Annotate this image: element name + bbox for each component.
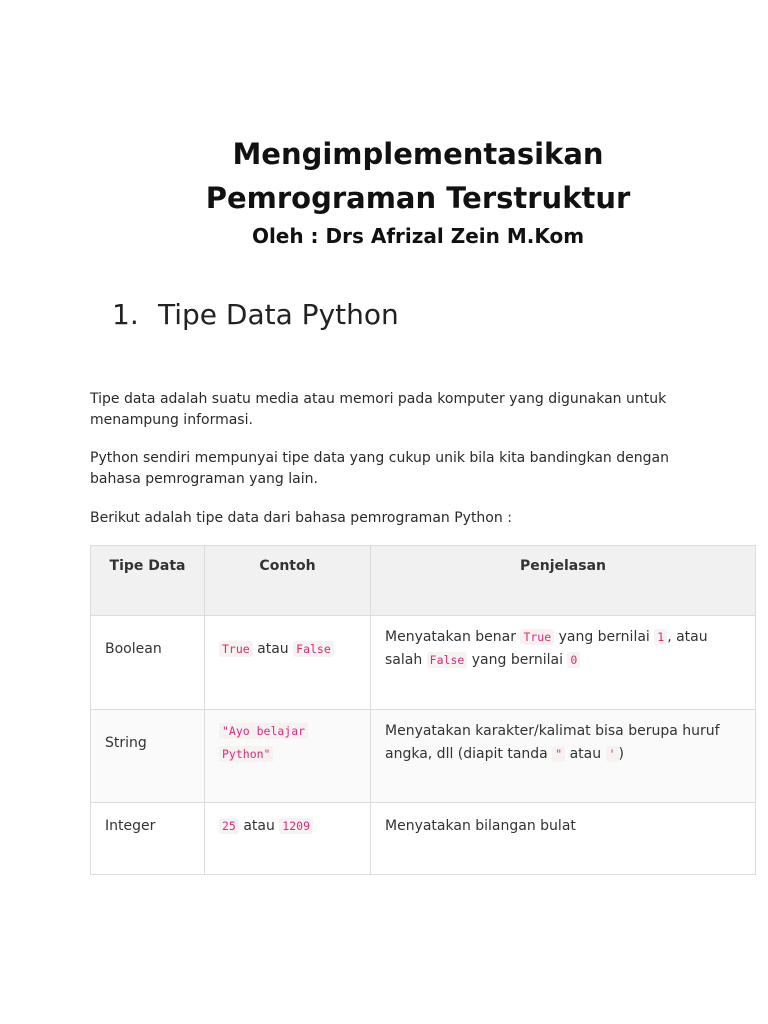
cell-example-string — [205, 710, 371, 803]
cell-type-string: String — [91, 710, 205, 803]
table-row-string — [91, 710, 756, 803]
title-line-2: Pemrograman Terstruktur — [205, 181, 631, 215]
code-25: 25 — [219, 818, 239, 834]
example-separator: atau — [243, 818, 275, 834]
table-header-row — [91, 546, 756, 616]
cell-example-integer — [205, 803, 371, 875]
section-heading — [112, 296, 399, 334]
code-zero: 0 — [567, 652, 580, 668]
desc-text: ) — [618, 746, 624, 762]
table-row-integer — [91, 803, 756, 875]
cell-example-boolean — [205, 616, 371, 710]
desc-text: yang bernilai — [471, 652, 563, 668]
section-number: 1. — [112, 298, 139, 331]
cell-type-integer: Integer — [91, 803, 205, 875]
author-line: Oleh : Drs Afrizal Zein M.Kom — [251, 224, 585, 248]
code-string-line-2: Python" — [219, 746, 273, 762]
document-title — [0, 132, 768, 220]
paragraph-python-unique: Python sendiri mempunyai tipe data yang cukup unik bila kita bandingkan dengan bahasa pemrograman yang lain. — [90, 450, 669, 487]
desc-text: Menyatakan benar — [385, 629, 516, 645]
cell-desc-string — [371, 710, 756, 803]
code-one: 1 — [654, 629, 667, 645]
header-penjelasan: Penjelasan — [371, 546, 756, 616]
code-true: True — [520, 629, 554, 645]
header-contoh: Contoh — [205, 546, 371, 616]
code-single-quote: ' — [606, 746, 619, 762]
example-separator: atau — [257, 641, 289, 657]
header-tipe-data: Tipe Data — [91, 546, 205, 616]
cell-type-boolean: Boolean — [91, 616, 205, 710]
section-title: Tipe Data Python — [158, 298, 399, 331]
title-line-1: Mengimplementasikan — [232, 137, 604, 171]
cell-desc-integer: Menyatakan bilangan bulat — [371, 803, 756, 875]
desc-text: , atau salah — [385, 629, 708, 668]
desc-text: Menyatakan karakter/kalimat bisa berupa huruf angka, dll (diapit tanda — [385, 723, 720, 762]
cell-desc-boolean — [371, 616, 756, 710]
paragraph-definition: Tipe data adalah suatu media atau memori pada komputer yang digunakan untuk menampung informasi. — [90, 391, 667, 428]
table-row-boolean — [91, 616, 756, 710]
desc-text: yang bernilai — [558, 629, 650, 645]
code-1209: 1209 — [279, 818, 313, 834]
code-false: False — [427, 652, 468, 668]
paragraph-intro-table: Berikut adalah tipe data dari bahasa pemrograman Python : — [90, 510, 512, 526]
desc-text: atau — [569, 746, 602, 762]
code-string-line-1: "Ayo belajar — [219, 723, 308, 739]
code-true: True — [219, 641, 253, 657]
code-false: False — [293, 641, 334, 657]
data-types-table — [90, 545, 756, 875]
code-double-quote: " — [552, 746, 565, 762]
